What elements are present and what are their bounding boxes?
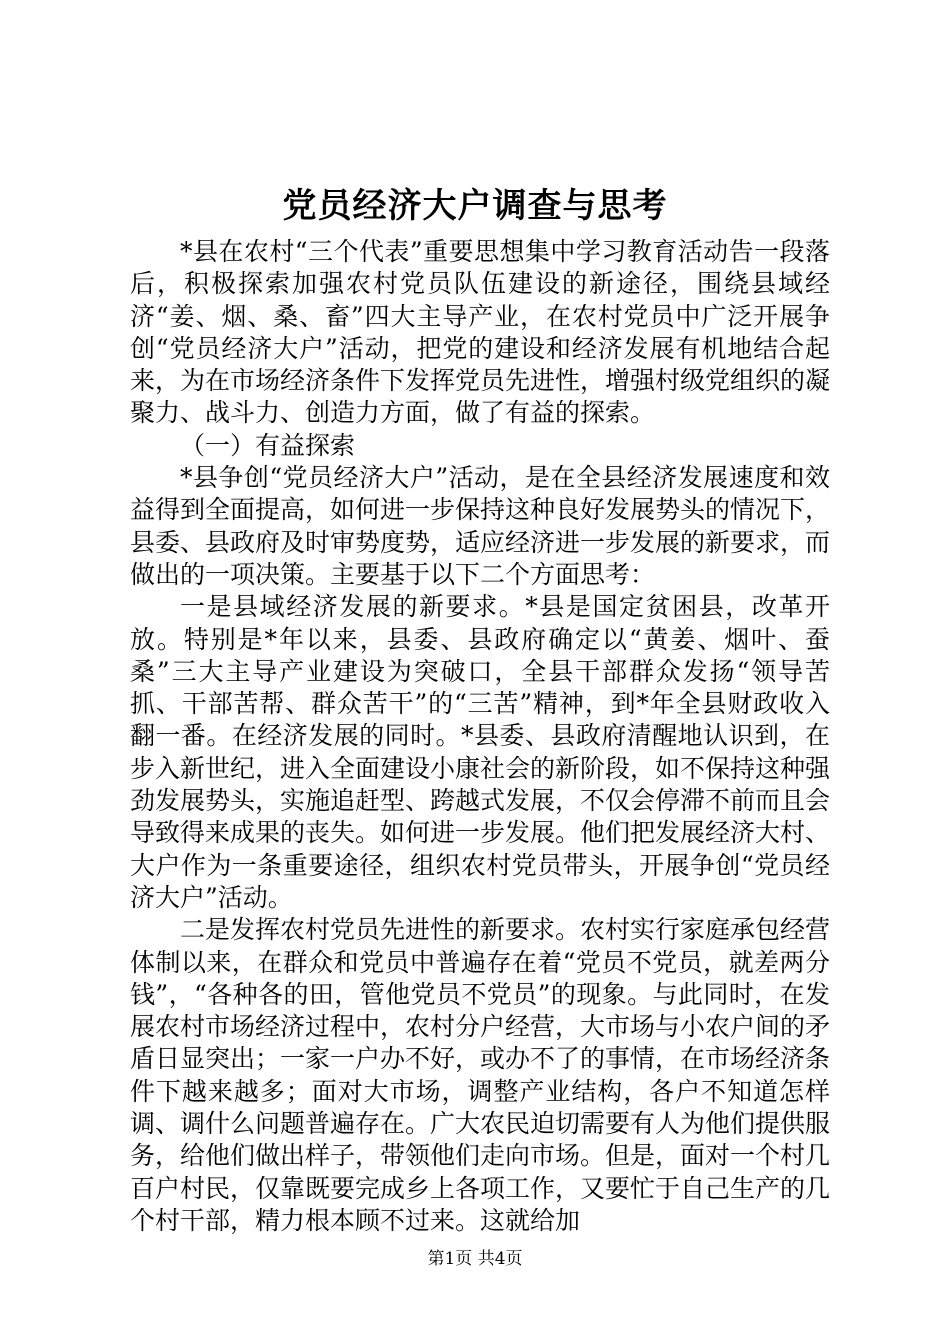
paragraph-point-two: 二是发挥农村党员先进性的新要求。农村实行家庭承包经营体制以来，在群众和党员中普遍存在着“党员不党员，就差两分钱”，“各种各的田，管他党员不党员”的现象。与此同时，在发展农村市场经济过程中，农村分户经营，大市场与小农户间的矛盾日显突出；一家一户办不好，或办不了的事情，在市场经济条件下越来越多；面对大市场，调整产业结构，各户不知道怎样调、调什么问题普遍存在。广大农民迫切需要有人为他们提供服务，给他们做出样子，带领他们走向市场。但是，面对一个村几百户村民，仅靠既要完成乡上各项工作，又要忙于自己生产的几个村干部，精力根本顾不过来。这就给加: [130, 915, 831, 1235]
page-footer: 第1页 共4页: [427, 1249, 523, 1269]
paragraph-intro: *县在农村“三个代表”重要思想集中学习教育活动告一段落后，积极探索加强农村党员队伍建设的新途径，围绕县域经济“姜、烟、桑、畜”四大主导产业，在农村党员中广泛开展争创“党员经济大户”活动，把党的建设和经济发展有机地结合起来，为在市场经济条件下发挥党员先进性，增强村级党组织的凝聚力、战斗力、创造力方面，做了有益的探索。: [130, 237, 831, 428]
section-heading: （一）有益探索: [180, 430, 356, 460]
document-body: [130, 236, 830, 1237]
paragraph-background: *县争创“党员经济大户”活动，是在全县经济发展速度和效益得到全面提高，如何进一步保持这种良好发展势头的情况下，县委、县政府及时审势度势，适应经济进一步发展的新要求，而做出的一项决策。主要基于以下二个方面思考：: [130, 463, 831, 589]
document-title: 党员经济大户调查与思考: [282, 186, 668, 226]
paragraph-point-one: 一是县域经济发展的新要求。*县是国定贫困县，改革开放。特别是*年以来，县委、县政府确定以“黄姜、烟叶、蚕桑”三大主导产业建设为突破口，全县干部群众发扬“领导苦抓、干部苦帮、群众苦干”的“三苦”精神，到*年全县财政收入翻一番。在经济发展的同时。*县委、县政府清醒地认识到，在步入新世纪，进入全面建设小康社会的新阶段，如不保持这种强劲发展势头，实施追赶型、跨越式发展，不仅会停滞不前而且会导致得来成果的丧失。如何进一步发展。他们把发展经济大村、大户作为一条重要途径，组织农村党员带头，开展争创“党员经济大户”活动。: [130, 592, 831, 912]
